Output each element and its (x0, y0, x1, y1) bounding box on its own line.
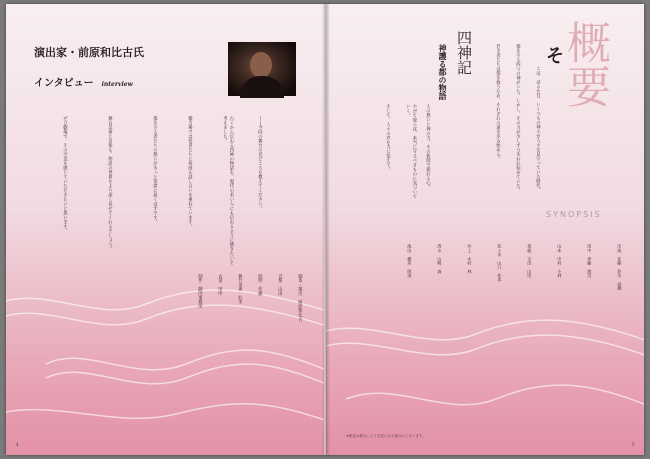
synopsis-column: こは、はるか昔、いくつもの神々が人々を見守っていた時代。 (535, 66, 541, 192)
play-title: 四神記 (455, 30, 473, 75)
interview-column: 稽古場では役者たちと何度も話し合いを重ねています。 (187, 116, 193, 229)
synopsis-column: 若き者たちは都を救うため、それぞれの道を歩み始める。 (495, 44, 501, 161)
interview-column: 都を守る者たちの想いがきっと客席に届くはずです。 (152, 116, 158, 224)
credit-line: 音楽 山田 (277, 274, 283, 296)
interview-title: 演出家・前原和比古氏 (34, 46, 144, 59)
play-subtitle: 神護る都の物語 (438, 44, 448, 100)
interview-column: ぜひ劇場で、その空気を感じていただきたいと思います。 (62, 116, 68, 233)
page-number-right: 5 (632, 442, 635, 447)
magazine-spread (6, 4, 644, 455)
cast-column: 山本 中村 小林 (557, 244, 563, 278)
synopsis-kanji: 概要 (559, 20, 610, 108)
interview-column: 舞台美術と音楽も、物語の世界をより深く見せてくれるでしょう。 (107, 116, 113, 251)
interview-subtitle (34, 74, 133, 89)
footnote: ※配役は都合により変更になる場合がございます。 (346, 434, 426, 438)
synopsis-label: SYNOPSIS (546, 210, 602, 219)
cast-column: 清水 山崎 森 (437, 244, 443, 274)
interview-column: ――今回の舞台の見どころを教えてください。 (257, 116, 263, 211)
page-number-left: 4 (16, 442, 19, 447)
photo-face (250, 52, 272, 78)
credit-line: 制作 劇団事務所 (197, 274, 203, 309)
subtitle-en: interview (101, 81, 133, 88)
cast-column: 加藤 吉田 山田 (527, 244, 533, 278)
left-page (6, 4, 324, 455)
director-photo (228, 42, 296, 96)
photo-body (240, 76, 284, 98)
credit-line: 舞台美術 鈴木 (237, 274, 243, 305)
synopsis-column: やがて彼らは、本当に守るべきものに気づいていく。 (405, 104, 417, 199)
interview-column: 古くから伝わる四神の物語を、現代の若い人にも伝わるように描きたいと考えました。 (222, 116, 234, 265)
cast-column: 井上 木村 林 (467, 244, 473, 274)
cast-column: 池田 橋本 阿部 (407, 244, 413, 278)
credit-line: 脚本・演出 前原和比古 (297, 274, 303, 322)
synopsis-column: 人の想いと神の力、その狭間で揺れる心。 (425, 104, 431, 190)
synopsis-column: 都を守る四つの神がいた。しかし、その力が少しずつ失われ始めていた。 (515, 44, 521, 193)
drop-cap: そ (546, 46, 564, 67)
credit-line: 照明 佐藤 (257, 274, 263, 296)
page-gutter (322, 4, 330, 455)
cast-column: 佐々木 山口 松本 (497, 244, 503, 282)
cast-column: 出演 佐藤 鈴木 高橋 (617, 244, 623, 291)
subtitle-jp: インタビュー (34, 78, 94, 89)
credit-line: 衣裳 田中 (217, 274, 223, 296)
cast-column: 田中 伊藤 渡辺 (587, 244, 593, 278)
synopsis-column: そして、人々の声を力に変えて。 (385, 104, 391, 172)
